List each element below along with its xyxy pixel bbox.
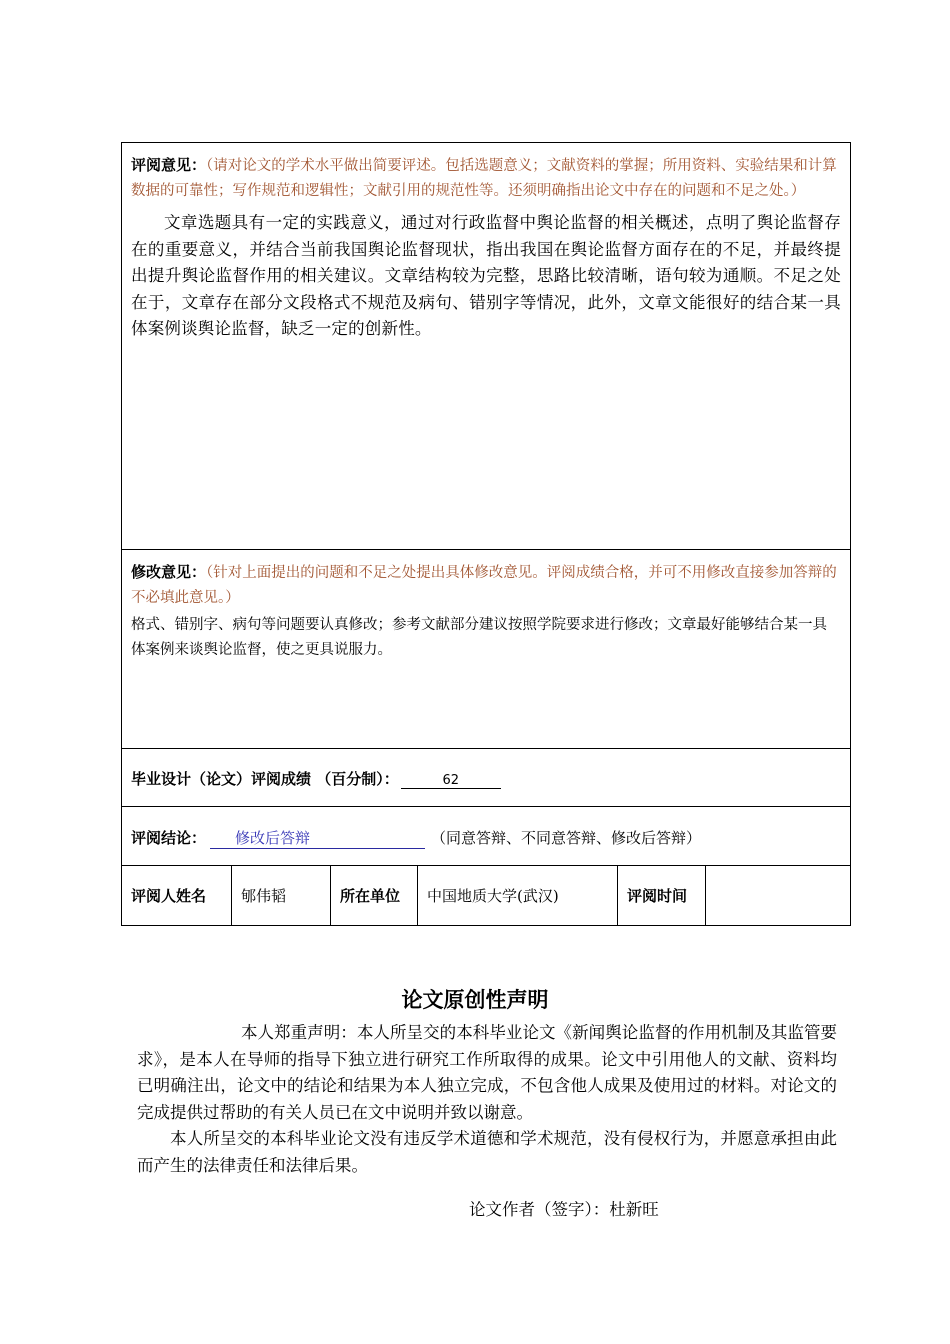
review-time-value: [706, 866, 850, 925]
reviewer-info-row: [122, 866, 850, 925]
score-label: 毕业设计（论文）评阅成绩 （百分制）：: [131, 770, 399, 788]
declaration-body: [137, 1020, 837, 1179]
reviewer-unit-label: 所在单位: [331, 866, 418, 925]
review-opinion-header: [131, 153, 841, 204]
author-signature: [469, 1196, 659, 1220]
modify-opinion-section: [122, 550, 850, 749]
review-time-label: 评阅时间: [618, 866, 706, 925]
signature-name: 杜新旺: [609, 1200, 659, 1219]
review-form-table: [121, 142, 851, 926]
reviewer-name-label: 评阅人姓名: [122, 866, 232, 925]
modify-opinion-hint: （针对上面提出的问题和不足之处提出具体修改意见。评阅成绩合格，并可不用修改直接参加答辩的不必填此意见。）: [131, 565, 837, 606]
review-opinion-hint: （请对论文的学术水平做出简要评述。包括选题意义；文献资料的掌握；所用资料、实验结果和计算数据的可靠性；写作规范和逻辑性；文献引用的规范性等。还须明确指出论文中存在的问题和不足之处。）: [131, 158, 837, 199]
modify-opinion-header: [131, 560, 841, 611]
declaration-title: 论文原创性声明: [401, 988, 549, 1012]
score-row: [122, 749, 850, 807]
review-opinion-body: 文章选题具有一定的实践意义，通过对行政监督中舆论监督的相关概述，点明了舆论监督存在的重要意义，并结合当前我国舆论监督现状，指出我国在舆论监督方面存在的不足，并最终提出提升舆论监督作用的相关建议。文章结构较为完整，思路比较清晰，语句较为通顺。不足之处在于，文章存在部分文段格式不规范及病句、错别字等情况，此外，文章文能很好的结合某一具体案例谈舆论监督，缺乏一定的创新性。: [131, 213, 841, 338]
modify-opinion-body: 格式、错别字、病句等问题要认真修改；参考文献部分建议按照学院要求进行修改；文章最好能够结合某一具体案例来谈舆论监督，使之更具说服力。: [131, 617, 827, 658]
declaration-paragraph-2: 本人所呈交的本科毕业论文没有违反学术道德和学术规范，没有侵权行为，并愿意承担由此而产生的法律责任和法律后果。: [137, 1129, 837, 1175]
reviewer-unit: 中国地质大学(武汉): [418, 866, 618, 925]
review-opinion-label: 评阅意见：: [131, 156, 207, 174]
score-value: 62: [401, 773, 501, 789]
conclusion-row: [122, 807, 850, 866]
conclusion-value: 修改后答辩: [210, 827, 425, 849]
declaration-paragraph-1: 本人郑重声明：本人所呈交的本科毕业论文《新闻舆论监督的作用机制及其监管要求》，是本人在导师的指导下独立进行研究工作所取得的成果。论文中引用他人的文献、资料均已明确注出，论文中的结论和结果为本人独立完成，不包含他人成果及使用过的材料。对论文的完成提供过帮助的有关人员已在文中说明并致以谢意。: [137, 1023, 837, 1122]
reviewer-name: 郇伟韬: [232, 866, 331, 925]
conclusion-options: （同意答辩、不同意答辩、修改后答辩）: [431, 829, 702, 847]
conclusion-label: 评阅结论：: [131, 829, 207, 847]
signature-label: 论文作者（签字）：: [469, 1200, 610, 1219]
modify-opinion-label: 修改意见：: [131, 563, 207, 581]
review-opinion-section: [122, 143, 850, 550]
